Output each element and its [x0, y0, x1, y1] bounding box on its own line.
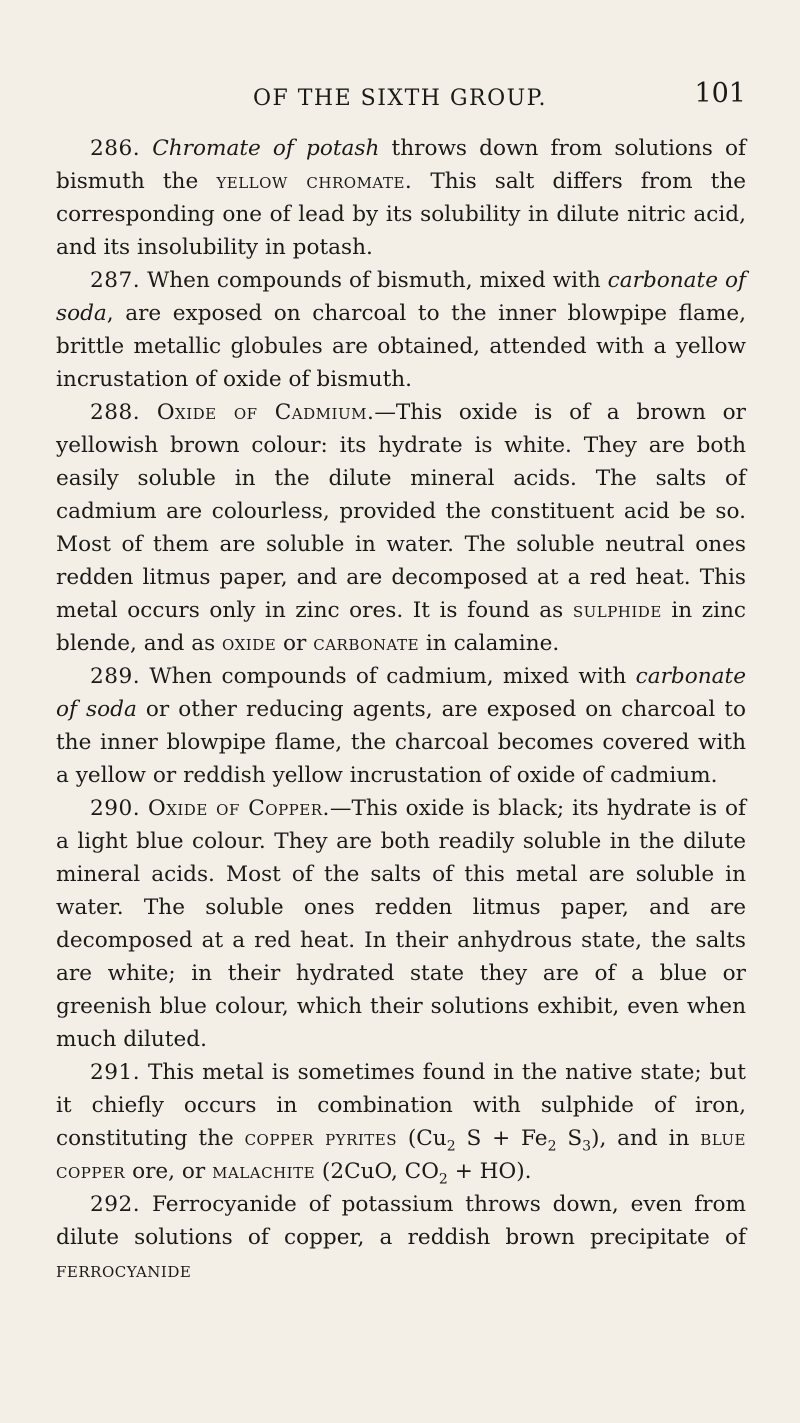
paragraph-291	[56, 1056, 746, 1188]
text-run: ore, or	[125, 1159, 213, 1184]
text-run: throws down from solutions of bismuth the	[56, 136, 746, 194]
subscript: 2	[438, 1171, 448, 1188]
text-run: This salt differs from the corresponding one of lead by its solubility in dilute nitric acid, and its insolubility in potash.	[56, 169, 746, 260]
paragraph-number: 286.	[90, 136, 141, 161]
paragraph-288	[56, 396, 746, 660]
text-run: or	[276, 631, 314, 656]
text-run: —This oxide is of a brown or yellowish brown colour: its hydrate is white. They are both easily soluble in the dilute mineral acids. The salts of cadmium are colourless, provided the constituent acid be so. Most of them are soluble in water. The soluble neutral ones redden litmus paper, and are decomposed at a red heat. This metal occurs only in zinc ores. It is found as	[56, 400, 746, 623]
paragraph-number: 292.	[90, 1192, 141, 1217]
subscript: 2	[547, 1138, 557, 1155]
small-caps-term: Oxide of Cadmium.	[156, 400, 375, 425]
italic-term: carbonate of soda	[56, 664, 746, 722]
page-number: 101	[694, 78, 746, 109]
small-caps-term: carbonate	[313, 631, 420, 656]
italic-term: Chromate of potash	[152, 136, 380, 161]
paragraph-289	[56, 660, 746, 792]
text-run: + HO).	[447, 1159, 532, 1184]
paragraph-287	[56, 264, 746, 396]
small-caps-term: blue copper	[56, 1126, 746, 1184]
small-caps-term: yellow chromate.	[216, 169, 413, 194]
paragraph-292	[56, 1188, 746, 1287]
text-run: —This oxide is black; its hydrate is of a light blue colour. They are both readily soluble in the dilute mineral acids. Most of the salts of this metal are soluble in water. The soluble ones redden litmus paper, and are decomposed at a red heat. In their anhydrous state, the salts are white; in their hydrated state they are of a blue or greenish blue colour, which their solutions exhibit, even when much diluted.	[56, 796, 746, 1052]
small-caps-term: oxide	[222, 631, 277, 656]
small-caps-term: sulphide	[572, 598, 662, 623]
small-caps-term: copper pyrites	[244, 1126, 398, 1151]
text-run: S	[556, 1126, 583, 1151]
text-run: This metal is sometimes found in the native state; but it chiefly occurs in combination with sulphide of iron, constituting the	[56, 1060, 746, 1151]
paragraph-290	[56, 792, 746, 1056]
body-text	[56, 132, 746, 1287]
paragraph-number: 289.	[90, 664, 141, 689]
text-run: (Cu	[397, 1126, 447, 1151]
paragraph-number: 287.	[90, 268, 141, 293]
small-caps-term: ferrocyanide	[56, 1258, 192, 1283]
paragraph-number: 288.	[90, 400, 141, 425]
text-run: When compounds of bismuth, mixed with	[147, 268, 608, 293]
running-header	[0, 78, 800, 118]
text-run: Ferrocyanide of potassium throws down, even from dilute solutions of copper, a reddish brown precipitate of	[56, 1192, 746, 1250]
text-run: in zinc blende, and as	[56, 598, 747, 656]
subscript: 3	[582, 1138, 592, 1155]
subscript: 2	[446, 1138, 456, 1155]
italic-term: carbonate of soda	[56, 268, 746, 326]
text-run: When compounds of cadmium, mixed with	[149, 664, 636, 689]
paragraph-number: 291.	[90, 1060, 141, 1085]
text-run: in calamine.	[419, 631, 560, 656]
text-run: ), and in	[591, 1126, 701, 1151]
text-run: , are exposed on charcoal to the inner blowpipe flame, brittle metallic globules are obtained, attended with a yellow incrustation of oxide of bismuth.	[56, 301, 746, 392]
small-caps-term: malachite	[212, 1159, 316, 1184]
text-run: or other reducing agents, are exposed on charcoal to the inner blowpipe flame, the charcoal becomes covered with a yellow or reddish yellow incrustation of oxide of cadmium.	[56, 697, 746, 788]
header-title: OF THE SIXTH GROUP.	[252, 86, 548, 111]
small-caps-term: Oxide of Copper.	[148, 796, 330, 821]
paragraph-number: 290.	[90, 796, 141, 821]
text-run: (2CuO, CO	[315, 1159, 439, 1184]
paragraph-286	[56, 132, 746, 264]
text-run: S + Fe	[455, 1126, 548, 1151]
